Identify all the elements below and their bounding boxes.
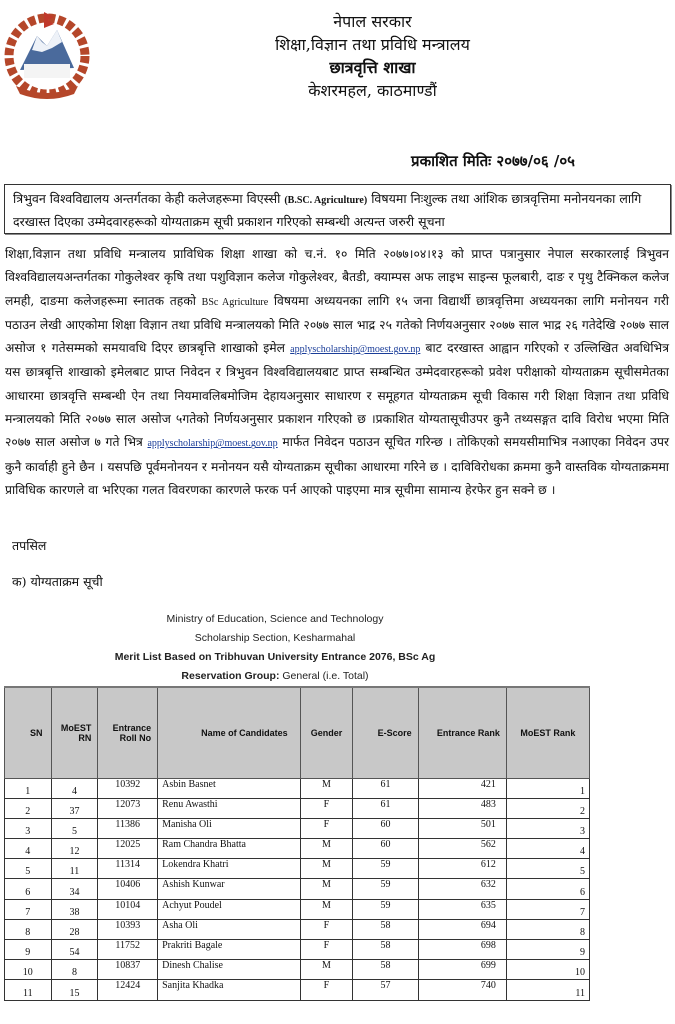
office-address: केशरमहल, काठमाण्डौं (308, 81, 437, 100)
body-latin-bsc: BSc Agriculture (201, 296, 269, 308)
cell-entrance-rank: 698 (418, 940, 506, 960)
notice-body (5, 243, 669, 502)
cell-moest-rn: 28 (51, 919, 98, 939)
cell-moest-rank: 6 (506, 879, 589, 899)
notice-subject-latin: (B.SC. Agriculture) (284, 195, 368, 206)
cell-roll-no: 12025 (98, 839, 158, 859)
cell-name: Asha Oli (158, 919, 301, 939)
merit-list-section-label: क) योग्यताक्रम सूची (12, 574, 103, 589)
cell-moest-rn: 38 (51, 899, 98, 919)
cell-escore: 61 (353, 798, 418, 818)
cell-escore: 59 (353, 899, 418, 919)
cell-name: Sanjita Khadka (158, 980, 301, 1000)
cell-escore: 59 (353, 879, 418, 899)
cell-moest-rank: 8 (506, 919, 589, 939)
cell-sn: 5 (5, 859, 52, 879)
col-header-moest-rank: MoEST Rank (506, 687, 589, 778)
cell-escore: 59 (353, 859, 418, 879)
cell-gender: F (300, 818, 353, 838)
cell-roll-no: 12073 (98, 798, 158, 818)
cell-moest-rank: 1 (506, 778, 589, 798)
col-header-sn: SN (5, 687, 52, 778)
cell-moest-rank: 5 (506, 859, 589, 879)
letterhead (0, 10, 675, 102)
table-heading (0, 610, 500, 686)
table-body (5, 778, 590, 1000)
cell-name: Ashish Kunwar (158, 879, 301, 899)
publication-date-label: प्रकाशित मितिः (411, 152, 492, 170)
cell-escore: 60 (353, 839, 418, 859)
cell-sn: 6 (5, 879, 52, 899)
col-header-entrance-rank: Entrance Rank (418, 687, 506, 778)
cell-moest-rank: 4 (506, 839, 589, 859)
cell-name: Lokendra Khatri (158, 859, 301, 879)
cell-roll-no: 10392 (98, 778, 158, 798)
cell-entrance-rank: 635 (418, 899, 506, 919)
cell-gender: F (300, 798, 353, 818)
cell-roll-no: 11752 (98, 940, 158, 960)
notice-subject-part1: त्रिभुवन विश्वविद्यालय अन्तर्गतका केही कलेजहरूमा विएस्सी (13, 191, 281, 206)
cell-moest-rn: 15 (51, 980, 98, 1000)
cell-gender: M (300, 960, 353, 980)
cell-entrance-rank: 612 (418, 859, 506, 879)
cell-escore: 58 (353, 960, 418, 980)
cell-name: Asbin Basnet (158, 778, 301, 798)
cell-roll-no: 10104 (98, 899, 158, 919)
cell-roll-no: 11314 (98, 859, 158, 879)
table-row (5, 879, 590, 899)
reservation-value: General (i.e. Total) (279, 670, 369, 682)
cell-escore: 58 (353, 919, 418, 939)
cell-name: Renu Awasthi (158, 798, 301, 818)
body-part3: बाट दरखास्त आह्वान गरिएको र उल्लिखित अवधिभित्र यस छात्रबृत्ति शाखाको इमेलबाट प्राप्त निवेदन र त्रिभुवन विश्वविद्यालयबाट प्राप्त सम्बन्धित उम्मेदवारहरूको प्रवेश परीक्षाको योग्यताक्रम सूचीसमेतका आधारमा छात्रवृत्ति सम्बन्धी ऐन तथा नियमावलिबमोजिम देहायअनुसार साधारण र समूहगत योग्यताक्रम सूची विकास गरी शिक्षा विज्ञान तथा प्रविधि मन्त्रालयको मिति २०७७ साल असोज ५गतेको निर्णयअनुसार प्रकाशन गरिएको छ ।प्रकाशित योग्यतासूचीउपर कुनै तथ्यसङ्गत दावि विरोध भएमा मिति २०७७ साल असोज ७ गते भित्र (5, 341, 669, 450)
cell-name: Ram Chandra Bhatta (158, 839, 301, 859)
col-header-roll-no: Entrance Roll No (98, 687, 158, 778)
cell-escore: 57 (353, 980, 418, 1000)
section-name: छात्रवृत्ति शाखा (329, 58, 416, 77)
cell-gender: F (300, 940, 353, 960)
email-link-2[interactable]: applyscholarship@moest.gov.np (147, 438, 278, 450)
merit-list-table (4, 686, 590, 1001)
cell-moest-rn: 8 (51, 960, 98, 980)
cell-gender: F (300, 980, 353, 1000)
cell-gender: M (300, 859, 353, 879)
table-row (5, 839, 590, 859)
table-row (5, 899, 590, 919)
cell-sn: 9 (5, 940, 52, 960)
cell-moest-rank: 10 (506, 960, 589, 980)
table-row (5, 919, 590, 939)
cell-escore: 58 (353, 940, 418, 960)
cell-name: Manisha Oli (158, 818, 301, 838)
cell-moest-rn: 11 (51, 859, 98, 879)
body-part2: विषयमा अध्ययनका लागि १५ जना विद्यार्थी छात्रवृत्तिमा अध्ययनका लागि मनोनयन गरी पठाउन लेखी आएकोमा शिक्षा विज्ञान तथा प्रविधि मन्त्रालयको मिति २०७७ साल भाद्र २५ गतेको निर्णयअनुसार २०७७ साल भाद्र २६ गतेदेखि २०७७ साल असोज १ गतेसम्मको समयावधि दिएर छात्रबृत्ति शाखाको इमेल (5, 293, 669, 356)
cell-entrance-rank: 699 (418, 960, 506, 980)
ministry-name: शिक्षा,विज्ञान तथा प्रविधि मन्त्रालय (275, 35, 470, 54)
cell-sn: 4 (5, 839, 52, 859)
publication-date (411, 151, 575, 171)
cell-moest-rank: 9 (506, 940, 589, 960)
table-heading-title: Merit List Based on Tribhuvan University Entrance 2076, BSc Ag (114, 651, 436, 663)
table-row (5, 960, 590, 980)
body-part1: शिक्षा,विज्ञान तथा प्रविधि मन्त्रालय प्राविधिक शिक्षा शाखा को च.नं. १० मिति २०७७।०४।१३ को प्राप्त पत्रानुसार नेपाल सरकारलाई त्रिभुवन विश्वविद्यालयअन्तर्गतका गोकुलेश्वर कृषि तथा पशुविज्ञान कलेज गोकुलेश्वर, बैतडी, क्याम्पस अफ लाइभ साइन्स फूलबारी, दाङ र पृथु टैक्निकल कलेज लमही, दाङमा कलेजहरूमा स्नातक तहको (5, 247, 669, 308)
publication-date-value: २०७७/०६ /०५ (496, 152, 575, 170)
table-heading-ministry: Ministry of Education, Science and Technology (166, 613, 384, 625)
cell-sn: 10 (5, 960, 52, 980)
government-name: नेपाल सरकार (333, 12, 412, 31)
cell-moest-rn: 54 (51, 940, 98, 960)
cell-name: Dinesh Chalise (158, 960, 301, 980)
cell-entrance-rank: 632 (418, 879, 506, 899)
col-header-name: Name of Candidates (158, 687, 301, 778)
cell-entrance-rank: 483 (418, 798, 506, 818)
cell-entrance-rank: 694 (418, 919, 506, 939)
table-row (5, 940, 590, 960)
cell-moest-rank: 2 (506, 798, 589, 818)
email-link-1[interactable]: applyscholarship@moest.gov.np (290, 344, 421, 356)
cell-roll-no: 12424 (98, 980, 158, 1000)
cell-entrance-rank: 740 (418, 980, 506, 1000)
cell-escore: 60 (353, 818, 418, 838)
table-row (5, 980, 590, 1000)
cell-roll-no: 10406 (98, 879, 158, 899)
cell-sn: 11 (5, 980, 52, 1000)
body-part4: मार्फत निवेदन पठाउन सूचित गरिन्छ । तोकिएको समयसीमाभित्र नआएका निवेदन उपर कुनै कार्वाही हुने छैन । यसपछि पूर्वमनोनयन र मनोनयन यसै योग्यताक्रम सूचीका आधारमा गरिने छ । दाविविरोधका क्रममा कुनै वास्तविक योग्यताक्रममा प्राविधिक कारणले वा भरिएका गलत विवरणका कारणले फरक पर्न आएको पाइएमा मात्र सूचीमा सामान्य हेरफेर हुन सक्ने छ । (5, 435, 670, 497)
col-header-gender: Gender (300, 687, 353, 778)
cell-roll-no: 10837 (98, 960, 158, 980)
cell-moest-rn: 34 (51, 879, 98, 899)
cell-gender: M (300, 879, 353, 899)
cell-escore: 61 (353, 778, 418, 798)
cell-gender: M (300, 778, 353, 798)
tapsil-label: तपसिल (12, 538, 47, 553)
table-row (5, 778, 590, 798)
cell-sn: 2 (5, 798, 52, 818)
cell-sn: 8 (5, 919, 52, 939)
cell-moest-rank: 3 (506, 818, 589, 838)
table-heading-reservation (50, 667, 500, 686)
cell-moest-rn: 5 (51, 818, 98, 838)
cell-moest-rn: 4 (51, 778, 98, 798)
cell-gender: M (300, 839, 353, 859)
cell-sn: 3 (5, 818, 52, 838)
cell-sn: 7 (5, 899, 52, 919)
notice-subject-part2: विषयमा निःशुल्क तथा आंशिक छात्रवृत्तिमा मनोनयनका लागि दरखास्त दिएका उम्मेदवारहरूको योग्यताक्रम सूची प्रकाशन गरिएको सम्बन्धी अत्यन्त जरुरी सूचना (13, 191, 642, 229)
col-header-escore: E-Score (353, 687, 418, 778)
reservation-label: Reservation Group: (181, 670, 280, 682)
cell-gender: M (300, 899, 353, 919)
cell-moest-rank: 11 (506, 980, 589, 1000)
table-heading-section: Scholarship Section, Kesharmahal (194, 632, 356, 644)
cell-sn: 1 (5, 778, 52, 798)
cell-name: Achyut Poudel (158, 899, 301, 919)
col-header-moest-rn: MoEST RN (51, 687, 98, 778)
table-row (5, 818, 590, 838)
notice-subject-box (4, 184, 671, 234)
cell-moest-rank: 7 (506, 899, 589, 919)
cell-moest-rn: 12 (51, 839, 98, 859)
cell-roll-no: 10393 (98, 919, 158, 939)
cell-entrance-rank: 501 (418, 818, 506, 838)
cell-moest-rn: 37 (51, 798, 98, 818)
cell-gender: F (300, 919, 353, 939)
table-row (5, 859, 590, 879)
cell-entrance-rank: 562 (418, 839, 506, 859)
cell-name: Prakriti Bagale (158, 940, 301, 960)
table-row (5, 798, 590, 818)
cell-entrance-rank: 421 (418, 778, 506, 798)
cell-roll-no: 11386 (98, 818, 158, 838)
table-header-row (5, 687, 590, 778)
